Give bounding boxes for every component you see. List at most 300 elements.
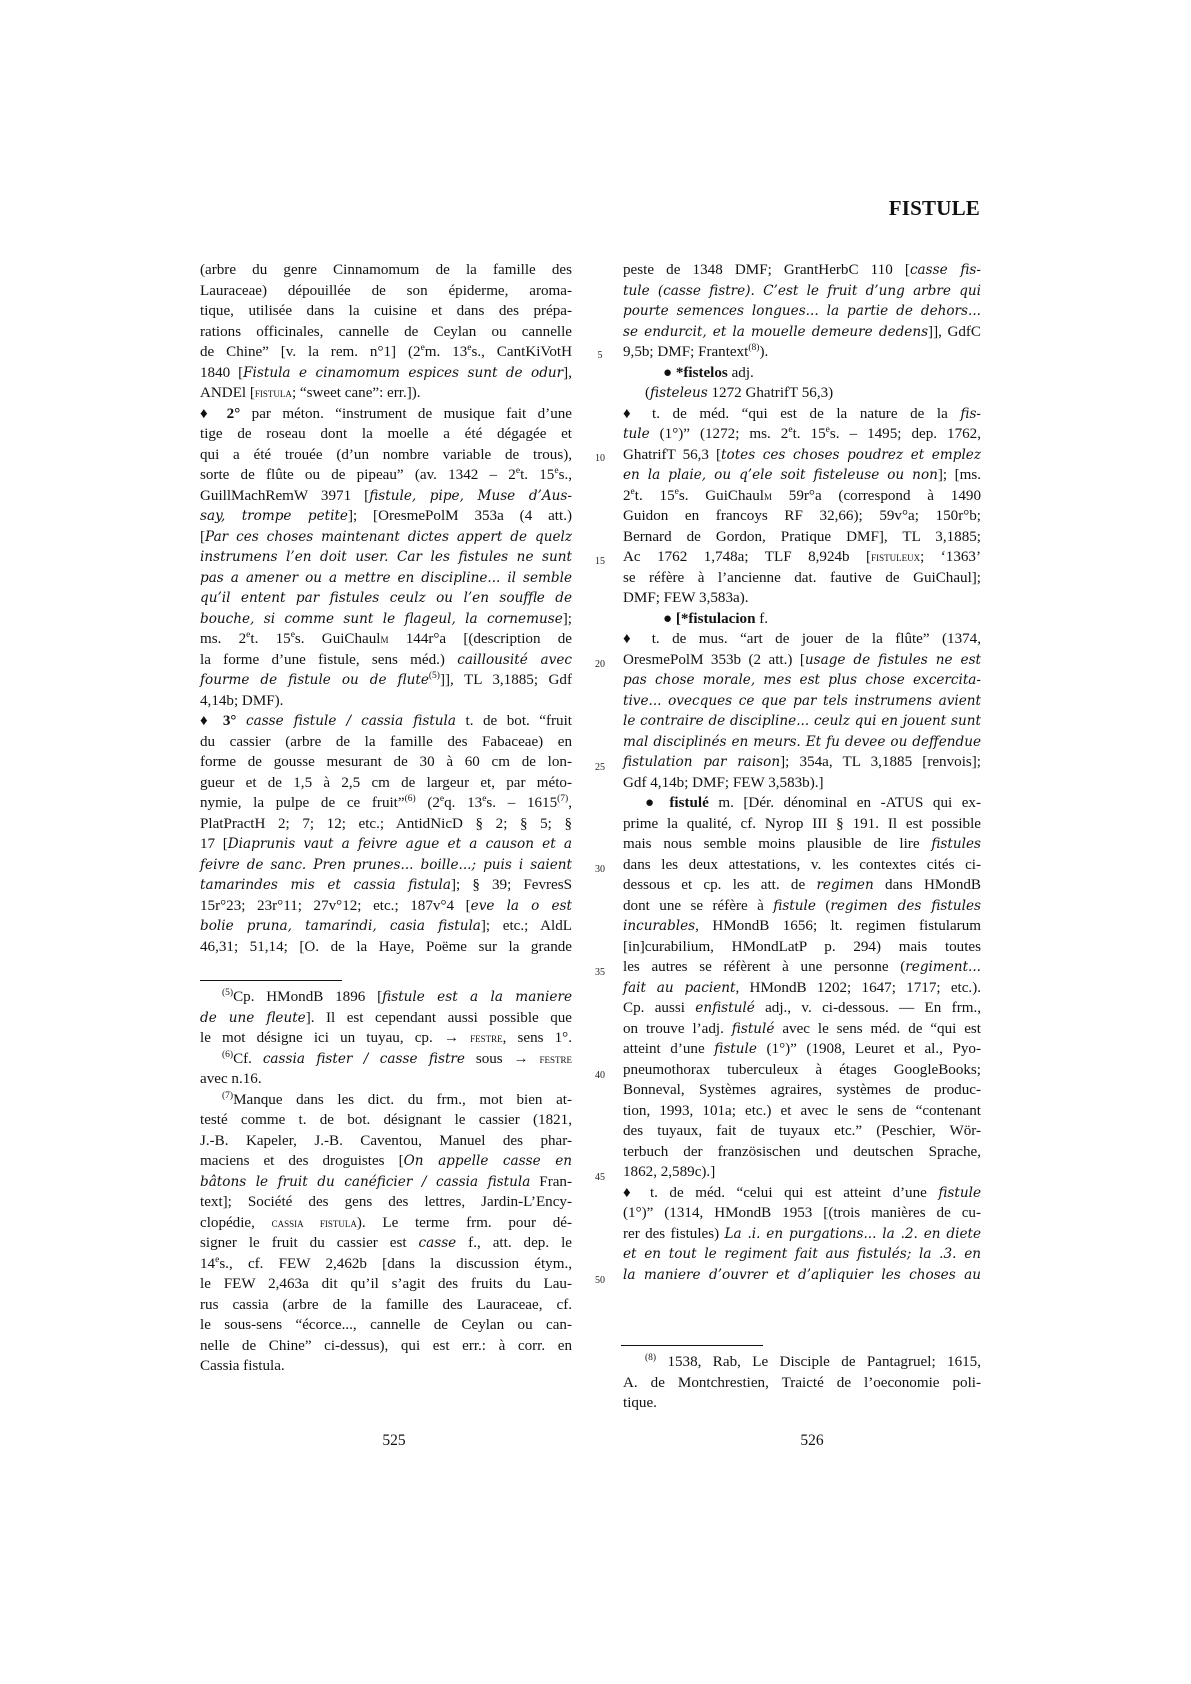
text-segment: se réfère à l’ancienne dat. fautive de GuiChaul];: [623, 569, 981, 586]
text-line: [200, 1151, 572, 1172]
text-segment: e: [420, 343, 425, 353]
text-segment: tique, utilisée dans la cuisine et dans des prépa-: [200, 303, 572, 319]
text-segment: e: [439, 794, 445, 804]
text-segment: ]; § 39; FevresS: [451, 877, 572, 893]
text-segment: ,: [568, 795, 572, 811]
text-segment: de une fleute: [200, 1009, 306, 1026]
text-segment: e: [554, 466, 559, 476]
text-segment: Ac 1762 1,748a; TLF 8,924b [: [623, 549, 872, 565]
text-line: [623, 1019, 981, 1040]
text-segment: s., cf. FEW 2,462b [dans la discussion étym.,: [219, 1255, 572, 1272]
text-segment: tamarindes mis et cassia fistula: [200, 877, 452, 893]
text-segment: fistule: [714, 1041, 757, 1057]
text-segment: 1840 [: [200, 364, 244, 381]
text-line: [623, 322, 981, 343]
text-line: [200, 260, 572, 281]
text-segment: Fistula e cinamomum espices sunt de odur: [243, 364, 564, 381]
text-line: [623, 875, 981, 896]
text-line: [623, 1203, 981, 1224]
text-line: [623, 1373, 981, 1394]
entry-bullet-icon: ♦: [623, 631, 652, 647]
text-segment: t. de méd. “qui est de la nature de la: [652, 405, 961, 422]
text-segment: tule: [623, 426, 650, 442]
text-segment: 3°: [222, 713, 237, 729]
text-segment: les autres se réfèrent à une personne (: [623, 959, 906, 975]
text-line: [200, 1213, 572, 1234]
text-segment: Guidon en francoys RF 32,66); 59v°a; 150r°b;: [623, 508, 981, 524]
text-segment: fistulation par raison: [623, 754, 781, 770]
text-segment: pas chose morale, mes est plus chose excercita-: [623, 672, 981, 688]
text-segment: maciens et des droguistes [: [200, 1153, 404, 1169]
text-line: [200, 896, 572, 917]
text-segment: rations officinales, cannelle de Ceylan ou cannelle: [200, 323, 572, 340]
text-line: [200, 752, 572, 773]
text-line: [623, 1352, 981, 1373]
text-line: [200, 1192, 572, 1213]
text-line: [623, 773, 981, 794]
text-segment: le FEW 2,463a dit qu’il s’agit des fruits du Lau-: [200, 1276, 572, 1292]
text-line: [623, 547, 981, 568]
text-line: [200, 875, 572, 896]
text-segment: ]; 354a, TL 3,1885 [renvois];: [780, 754, 981, 770]
text-line: [200, 650, 572, 671]
text-line: [200, 486, 572, 507]
text-line: [623, 486, 981, 507]
text-segment: casse fistule / cassia fistula: [245, 713, 456, 729]
text-segment: ],: [563, 364, 572, 381]
text-segment: pas a amener ou a mettre en discipline... il semble: [200, 569, 572, 586]
text-segment: (: [645, 385, 651, 401]
text-segment: enfistulé: [695, 1000, 755, 1016]
text-segment: ; “sweet cane”: err.]).: [291, 385, 421, 401]
text-line: [200, 1274, 572, 1295]
text-segment: on trouve l’adj.: [623, 1020, 732, 1037]
text-line: [623, 793, 981, 814]
left-footnotes: [200, 987, 572, 1377]
text-line: [200, 1028, 572, 1049]
text-segment: J.-B. Kapeler, J.-B. Caventou, Manuel des phar-: [200, 1132, 572, 1149]
text-segment: m. [Dér. dénominal en -ATUS qui ex-: [708, 795, 981, 811]
line-number: 10: [595, 453, 605, 464]
text-segment: fait au pacient: [623, 979, 736, 996]
text-segment: t. de bot. “fruit: [456, 713, 572, 729]
text-line: [200, 281, 572, 302]
text-segment: nymie, la pulpe de ce fruit”: [200, 795, 405, 811]
text-line: [200, 342, 572, 363]
text-line: [623, 1393, 981, 1414]
text-segment: (1°)” (1908, Leuret et al., Pyo-: [756, 1041, 981, 1057]
text-segment: PlatPractH 2; 7; 12; etc.; AntidNicD § 2; § 5; §: [200, 815, 572, 832]
text-segment: Bernard de Gordon, Pratique DMF], TL 3,1885;: [623, 528, 981, 545]
text-segment: s. – 1495; dep. 1762,: [829, 426, 981, 442]
text-segment: e: [467, 343, 472, 353]
text-line: [200, 1336, 572, 1357]
text-segment: GhatrifT 56,3 [: [623, 446, 722, 463]
text-line: [623, 1265, 981, 1286]
text-segment: (7): [557, 794, 569, 804]
text-segment: ]; [ms.: [937, 467, 981, 483]
text-line: [623, 896, 981, 917]
text-segment: say, trompe petite: [200, 508, 348, 524]
text-segment: t. 15: [634, 487, 675, 504]
text-segment: testé comme t. de bot. désignant le cassier (1821,: [200, 1112, 572, 1128]
text-segment: e: [788, 425, 793, 435]
text-line: [200, 670, 572, 691]
text-segment: 17 [: [200, 836, 228, 852]
text-segment: ]; [OresmePolM 353a (4 att.): [347, 508, 572, 524]
text-line: [623, 363, 981, 384]
text-segment: fistule: [773, 897, 816, 914]
text-segment: [: [200, 528, 206, 545]
text-line: [623, 527, 981, 548]
text-segment: t. 15: [520, 467, 555, 483]
text-segment: prime la qualité, cf. Nyrop III § 191. Il est possible: [623, 815, 981, 832]
text-segment: 2: [623, 487, 631, 504]
text-segment: totes ces choses poudrez et emplez: [721, 446, 981, 463]
right-footnotes: [623, 1352, 981, 1414]
text-segment: ]], TL 3,1885; Gdf: [439, 672, 572, 688]
text-segment: clopédie,: [200, 1214, 272, 1231]
text-segment: tique.: [623, 1395, 657, 1411]
text-segment: fistuleux: [871, 549, 921, 564]
text-segment: dans les deux attestations, v. les contextes cités ci-: [623, 856, 981, 873]
text-line: [200, 1172, 572, 1193]
text-line: [200, 1295, 572, 1316]
line-number: 50: [595, 1275, 605, 1286]
text-segment: ]], GdfC: [928, 323, 981, 340]
text-line: [200, 1090, 572, 1111]
text-line: [623, 301, 981, 322]
text-segment: cassia fistula: [271, 1214, 357, 1230]
text-segment: 1272 GhatrifT 56,3): [707, 385, 834, 401]
text-segment: fistules: [931, 836, 981, 852]
text-line: [623, 1121, 981, 1142]
entry-bullet-icon: ♦: [623, 405, 652, 422]
text-segment: festre: [539, 1050, 572, 1066]
text-segment: ];: [562, 610, 572, 627]
text-segment: (6): [222, 1049, 234, 1060]
text-line: [623, 342, 981, 363]
text-segment: 1538, Rab, Le Disciple de Pantagruel; 1615,: [656, 1354, 981, 1370]
text-line: [623, 609, 981, 630]
text-line: [200, 1110, 572, 1131]
text-segment: forme de gousse mesurant de 30 à 60 cm de lon-: [200, 754, 572, 770]
text-line: [200, 814, 572, 835]
text-segment: casse: [418, 1235, 457, 1251]
text-segment: ). Le terme frm. pour dé-: [356, 1214, 573, 1231]
text-segment: f., att. dep. le: [456, 1235, 572, 1251]
text-segment: On appelle casse en: [403, 1153, 573, 1169]
text-segment: [*fistulacion: [675, 610, 756, 627]
text-segment: e: [630, 486, 635, 497]
text-segment: ; ‘1363’: [920, 549, 981, 565]
text-line: [200, 773, 572, 794]
text-line: [623, 1142, 981, 1163]
text-segment: ]. Il est cependant aussi possible que: [305, 1009, 573, 1026]
text-segment: Manque dans les dict. du frm., mot bien at-: [233, 1091, 572, 1108]
text-segment: avec le sens méd. de “qui est: [774, 1020, 981, 1037]
line-number: 25: [595, 762, 605, 773]
text-line: [623, 1183, 981, 1204]
text-segment: la forme d’une fistule, sens méd.): [200, 651, 458, 668]
text-segment: feivre de sanc. Pren prunes... boille...; puis i saient: [200, 856, 572, 873]
text-segment: (1°)” (1314, HMondB 1953 [(trois manières de cu-: [623, 1205, 981, 1221]
text-segment: 1862, 2,589c).]: [623, 1164, 716, 1180]
text-segment: et en tout le regiment fait aus fistulés; la .3. en: [623, 1246, 981, 1262]
text-line: [200, 465, 572, 486]
text-segment: DMF; FEW 3,583a).: [623, 590, 749, 606]
text-segment: 2°: [226, 405, 241, 422]
text-segment: (5): [428, 671, 440, 681]
page-number-left: 525: [382, 1432, 406, 1449]
text-segment: gueur et de 1,5 à 2,5 cm de largeur et, par méto-: [200, 774, 572, 791]
text-segment: A. de Montchrestien, Traicté de l’oeconomie poli-: [623, 1374, 981, 1391]
text-line: [623, 1060, 981, 1081]
text-line: [200, 1131, 572, 1152]
text-segment: ]; etc.; AldL: [480, 918, 572, 934]
text-segment: tion, 1993, 101a; etc.) et avec le sens de “contenant: [623, 1102, 981, 1119]
running-title: FISTULE: [888, 196, 980, 220]
text-segment: fistule: [938, 1184, 982, 1201]
text-segment: fistule est a la maniere: [382, 989, 572, 1005]
text-line: [200, 691, 572, 712]
text-segment: signer le fruit du cassier est: [200, 1235, 419, 1251]
text-segment: e: [482, 794, 487, 804]
text-line: [200, 1049, 572, 1070]
text-segment: avec n.16.: [200, 1071, 262, 1087]
entry-bullet-icon: ●: [663, 610, 676, 627]
text-segment: la maniere d’ouvrer et d’apliquier les choses au: [623, 1266, 981, 1283]
text-segment: (1°)” (1272; ms. 2: [649, 426, 789, 442]
text-line: [623, 465, 981, 486]
text-segment: fisteleus: [650, 385, 708, 401]
text-segment: [in]curabilium, HMondLatP p. 294) mais toutes: [623, 938, 981, 955]
text-line: [200, 404, 572, 425]
text-segment: s. GuiChaul: [294, 631, 381, 647]
text-segment: , sens 1°.: [502, 1030, 572, 1046]
text-line: [623, 978, 981, 999]
text-segment: caillousité avec: [457, 651, 572, 668]
text-line: [200, 1069, 572, 1090]
text-segment: , HMondB 1202; 1647; 1717; etc.).: [735, 979, 982, 996]
text-segment: Gdf 4,14b; DMF; FEW 3,583b).]: [623, 774, 824, 791]
text-line: [200, 1233, 572, 1254]
text-segment: 9,5b; DMF; Frantext: [623, 344, 749, 360]
text-segment: (8): [645, 1353, 657, 1363]
text-segment: sous →: [464, 1050, 540, 1067]
text-segment: fis-: [960, 405, 982, 422]
text-segment: du cassier (arbre de la famille des Fabaceae) en: [200, 733, 572, 750]
text-segment: tige de roseau dont la moelle a été dégagée et: [200, 426, 572, 442]
text-line: [623, 855, 981, 876]
text-segment: Bonneval, Systèmes agraires, systèmes de produc-: [623, 1082, 981, 1098]
text-segment: peste de 1348 DMF; GrantHerbC 110 [: [623, 262, 910, 278]
text-segment: ).: [759, 344, 769, 360]
text-segment: tule (casse fistre). C’est le fruit d’ung arbre qui: [623, 282, 981, 299]
text-segment: dans HMondB: [873, 877, 981, 893]
text-line: [623, 383, 981, 404]
text-segment: s. – 1615: [486, 795, 558, 811]
text-line: [200, 363, 572, 384]
text-segment: regimen: [816, 877, 874, 893]
text-segment: q. 13: [444, 795, 483, 811]
text-segment: Cf.: [233, 1050, 263, 1067]
text-segment: e: [246, 630, 251, 640]
text-segment: instrumens l’en doit user. Car les fistules ne sunt: [200, 549, 572, 565]
text-line: [623, 1080, 981, 1101]
text-segment: e: [515, 466, 521, 476]
text-segment: pneumothorax tuberculeux à étages GoogleBooks;: [623, 1061, 981, 1078]
text-line: [623, 260, 981, 281]
text-segment: e: [825, 425, 830, 435]
line-number: 20: [595, 659, 605, 670]
text-line: [200, 424, 572, 445]
text-segment: Cassia fistula.: [200, 1358, 285, 1374]
text-segment: e: [215, 1254, 220, 1265]
text-segment: le mot désigne ici un tuyau, cp. →: [200, 1030, 471, 1046]
text-line: [623, 629, 981, 650]
text-segment: m. 13: [424, 344, 468, 360]
footnote-separator-right: [621, 1345, 763, 1346]
text-segment: rer des fistules): [623, 1225, 725, 1242]
text-line: [623, 650, 981, 671]
text-segment: La .i. en purgations... la .2. en diete: [724, 1225, 982, 1242]
text-line: [200, 588, 572, 609]
text-segment: par méton. “instrument de musique fait d’une: [240, 405, 572, 422]
text-segment: s., CantKiVotH: [471, 344, 573, 360]
text-segment: GuillMachRemW 3971 [: [200, 487, 370, 504]
entry-bullet-icon: ♦: [623, 1184, 650, 1201]
text-segment: incurables: [623, 918, 696, 934]
text-segment: ms. 2: [200, 631, 247, 647]
text-segment: s. GuiChaul: [678, 487, 764, 504]
text-segment: sorte de flûte ou de pipeau” (av. 1342 – 2: [200, 467, 516, 483]
text-line: [623, 916, 981, 937]
text-line: [200, 711, 572, 732]
text-line: [200, 937, 572, 958]
text-segment: terbuch der französischen und deutschen Sprache,: [623, 1143, 981, 1160]
text-segment: (7): [222, 1090, 234, 1101]
text-segment: fistulé: [669, 795, 709, 811]
text-line: [200, 732, 572, 753]
text-segment: 15r°23; 23r°11; 27v°12; etc.; 187v°4 [: [200, 897, 471, 914]
text-segment: eve la o est: [470, 897, 572, 914]
entry-bullet-icon: ♦: [200, 713, 223, 729]
text-segment: festre: [470, 1030, 503, 1045]
text-line: [623, 711, 981, 732]
text-segment: (6): [404, 794, 416, 804]
text-line: [623, 1162, 981, 1183]
text-segment: bâtons le fruit du canéficier / cassia fistula: [200, 1173, 531, 1190]
text-line: [623, 1101, 981, 1122]
text-line: [200, 1254, 572, 1275]
text-line: [200, 1356, 572, 1377]
text-segment: regimen des fistules: [830, 897, 981, 914]
text-segment: 14: [200, 1255, 216, 1272]
text-segment: Cp. HMondB 1896 [: [233, 989, 383, 1005]
text-line: [200, 916, 572, 937]
footnote-separator-left: [200, 980, 342, 981]
page-number-right: 526: [800, 1432, 824, 1449]
text-segment: bouche, si comme sunt le flageul, la cornemuse: [200, 610, 563, 627]
text-line: [200, 1008, 572, 1029]
text-segment: 4,14b; DMF).: [200, 692, 284, 709]
text-line: [623, 506, 981, 527]
line-number: 45: [595, 1172, 605, 1183]
text-segment: e: [290, 630, 295, 640]
text-segment: f.: [755, 610, 769, 627]
text-segment: pourte semences longues... la partie de dehors...: [623, 303, 981, 319]
text-line: [623, 957, 981, 978]
text-line: [623, 814, 981, 835]
text-line: [623, 691, 981, 712]
text-segment: en la plaie, ou q’ele soit fisteleuse ou non: [623, 467, 938, 483]
text-line: [623, 1224, 981, 1245]
text-segment: (arbre du genre Cinnamomum de la famille des: [200, 262, 572, 278]
text-line: [200, 793, 572, 814]
text-line: [200, 855, 572, 876]
text-line: [623, 1244, 981, 1265]
text-line: [200, 547, 572, 568]
left-column-body: [200, 260, 572, 957]
entry-bullet-icon: ●: [663, 364, 676, 381]
line-number: 35: [595, 967, 605, 978]
text-line: [200, 527, 572, 548]
text-segment: bolie pruna, tamarindi, casia fistula: [200, 918, 481, 934]
text-segment: casse fis-: [909, 262, 981, 278]
text-segment: t. de méd. “celui qui est atteint d’une: [649, 1184, 939, 1201]
text-segment: [236, 713, 246, 729]
text-line: [200, 506, 572, 527]
text-line: [200, 1315, 572, 1336]
text-line: [623, 445, 981, 466]
text-line: [200, 568, 572, 589]
text-segment: cassia fister / casse fistre: [262, 1050, 465, 1067]
text-line: [623, 732, 981, 753]
text-line: [623, 834, 981, 855]
text-line: [623, 1039, 981, 1060]
text-segment: adj.: [727, 364, 754, 381]
text-segment: usage de fistules ne est: [804, 651, 982, 668]
text-line: [200, 987, 572, 1008]
text-line: [200, 383, 572, 404]
text-segment: Cp. aussi: [623, 1000, 696, 1016]
text-segment: qu’il entent par fistules ceulz ou l’en souffle de: [200, 590, 572, 606]
text-segment: e: [674, 486, 679, 497]
line-number: 30: [595, 864, 605, 875]
text-line: [623, 752, 981, 773]
text-segment: 46,31; 51,14; [O. de la Haye, Poëme sur la grande: [200, 938, 572, 955]
text-segment: (: [815, 897, 831, 914]
text-line: [200, 834, 572, 855]
text-segment: t. 15: [792, 426, 826, 442]
text-segment: Diaprunis vaut a feivre ague et a causon et a: [227, 836, 572, 852]
text-segment: s.,: [558, 467, 572, 483]
text-line: [200, 609, 572, 630]
text-segment: fistule, pipe, Muse d’Aus-: [369, 487, 572, 504]
line-number: 40: [595, 1070, 605, 1081]
text-segment: m: [380, 631, 389, 646]
text-segment: , HMondB 1656; lt. regimen fistularum: [695, 918, 981, 934]
text-line: [200, 301, 572, 322]
text-line: [623, 670, 981, 691]
text-segment: atteint d’une: [623, 1041, 715, 1057]
text-segment: des tuyaux, fait de tuyaux etc.” (Peschier, Wör-: [623, 1123, 981, 1139]
text-segment: fistula: [254, 385, 292, 400]
text-segment: *fistelos: [675, 364, 728, 381]
text-segment: t. 15: [250, 631, 291, 647]
text-segment: dont une se réfère à: [623, 897, 774, 914]
